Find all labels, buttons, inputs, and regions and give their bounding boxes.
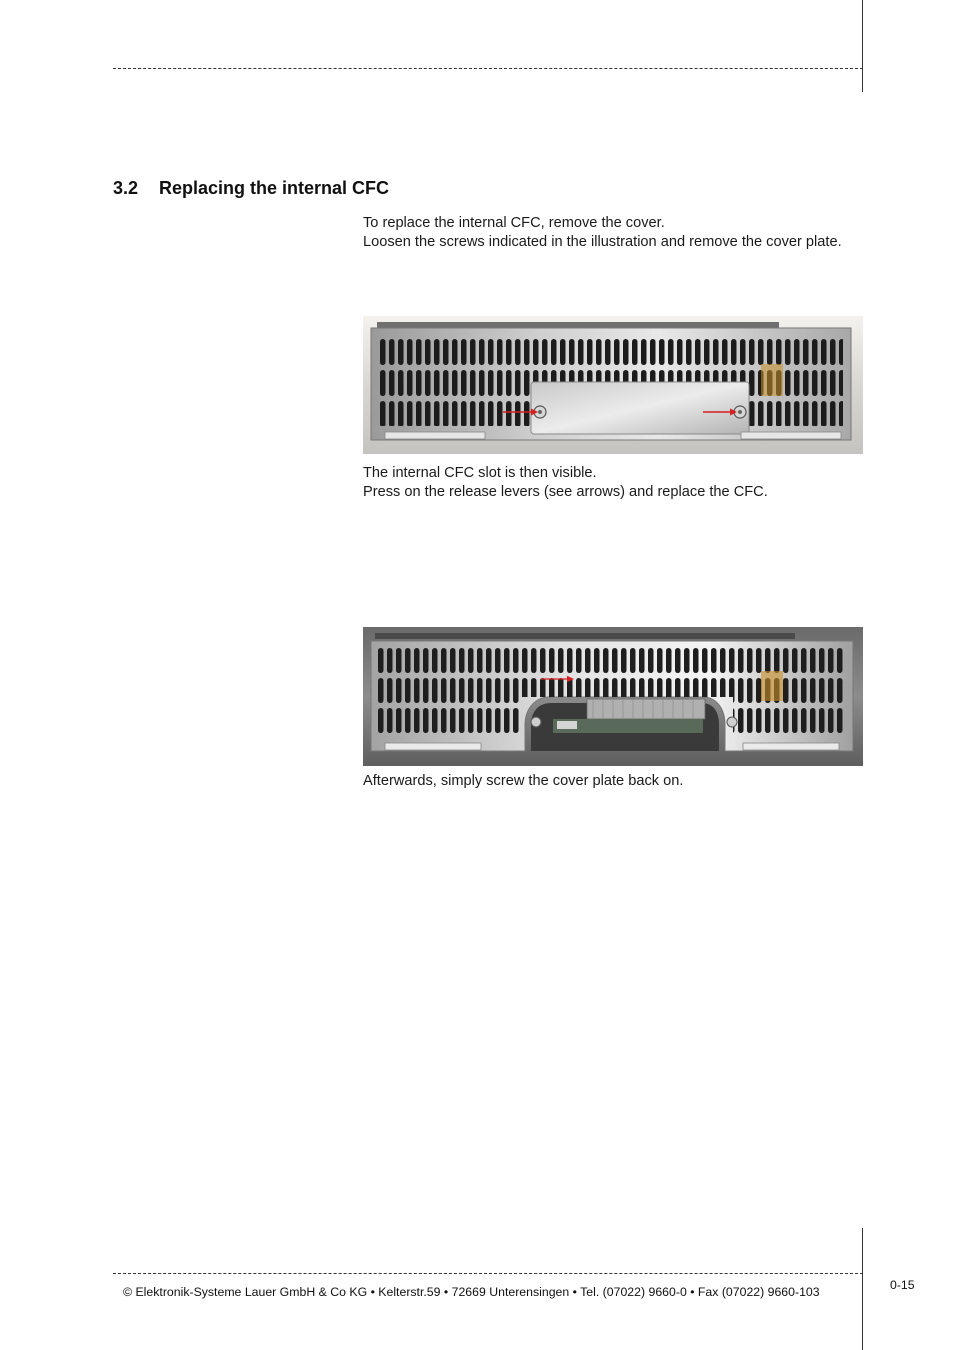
device-photo-cover-plate bbox=[363, 316, 863, 454]
figure-cfc-slot bbox=[363, 627, 863, 766]
section-number: 3.2 bbox=[113, 178, 139, 198]
after-paragraph bbox=[363, 772, 863, 791]
bottom-vertical-rule bbox=[862, 1228, 863, 1350]
top-dashed-rule bbox=[113, 68, 863, 69]
intro-line-2: Loosen the screws indicated in the illustration and remove the cover plate. bbox=[363, 234, 842, 251]
footer-copyright: © Elektronik-Systeme Lauer GmbH & Co KG • Kelterstr.59 • 72669 Unterensingen • Tel. (07022) 9660-0 • Fax (07022) 9660-103 bbox=[123, 1285, 820, 1299]
top-vertical-rule bbox=[862, 0, 863, 92]
intro-paragraph bbox=[363, 214, 863, 253]
slot-visible-line-2: Press on the release levers (see arrows) and replace the CFC. bbox=[363, 484, 768, 501]
figure-cover-plate bbox=[363, 316, 863, 454]
after-line: Afterwards, simply screw the cover plate back on. bbox=[363, 773, 684, 789]
bottom-dashed-rule bbox=[113, 1273, 863, 1274]
device-photo-cfc-slot bbox=[363, 627, 863, 766]
page-number: 0-15 bbox=[890, 1278, 915, 1292]
section-title: Replacing the internal CFC bbox=[159, 178, 390, 198]
section-heading bbox=[113, 178, 389, 199]
intro-line-1: To replace the internal CFC, remove the cover. bbox=[363, 215, 665, 231]
slot-visible-paragraph bbox=[363, 464, 863, 503]
slot-visible-line-1: The internal CFC slot is then visible. bbox=[363, 465, 597, 481]
